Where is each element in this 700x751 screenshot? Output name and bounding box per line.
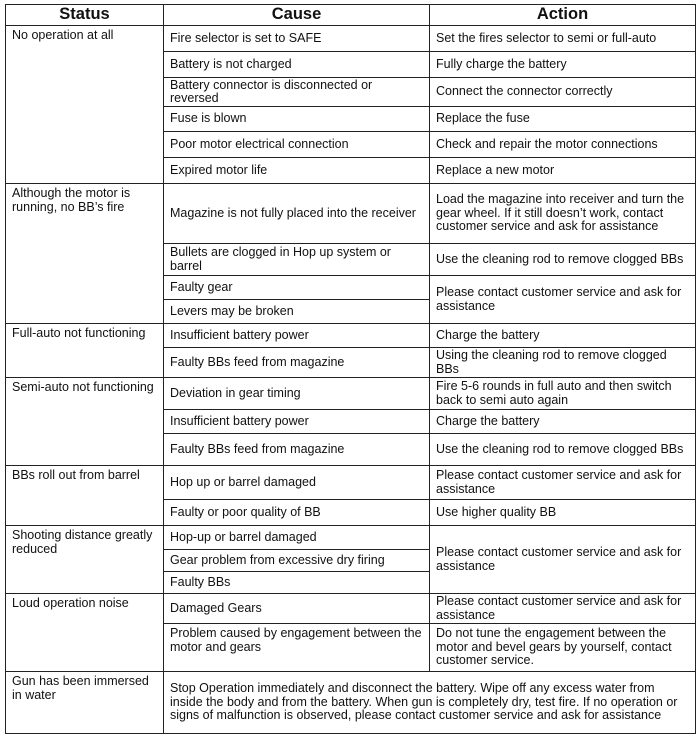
cause-cell: Damaged Gears [164,594,430,624]
table-row [6,672,696,734]
troubleshooting-table [5,4,696,734]
action-cell: Load the magazine into receiver and turn the gear wheel. If it still doesn’t work, contact customer service and ask for assistance [430,184,696,244]
cause-cell: Faulty BBs feed from magazine [164,434,430,466]
status-cell: Shooting distance greatly reduced [6,526,164,594]
cause-cell: Magazine is not fully placed into the receiver [164,184,430,244]
status-cell: Semi-auto not functioning [6,378,164,466]
action-cell: Please contact customer service and ask for assistance [430,276,696,324]
cause-cell: Hop up or barrel damaged [164,466,430,500]
action-cell: Fully charge the battery [430,52,696,78]
header-status: Status [6,5,164,26]
action-cell: Charge the battery [430,324,696,348]
merged-action-cell: Stop Operation immediately and disconnect the battery. Wipe off any excess water from inside the body and from the battery. When gun is completely dry, test fire. If no operation or signs of malfunction is observed, please contact customer service and ask for assistance [164,672,696,734]
table-row [6,526,696,550]
table-row [6,184,696,244]
table-row [6,594,696,624]
cause-cell: Insufficient battery power [164,410,430,434]
cause-cell: Expired motor life [164,158,430,184]
status-cell: Full-auto not functioning [6,324,164,378]
action-cell: Please contact customer service and ask for assistance [430,526,696,594]
cause-cell: Bullets are clogged in Hop up system or barrel [164,244,430,276]
header-cause: Cause [164,5,430,26]
cause-cell: Battery is not charged [164,52,430,78]
action-cell: Do not tune the engagement between the motor and bevel gears by yourself, contact customer service. [430,624,696,672]
cause-cell: Gear problem from excessive dry firing [164,550,430,572]
table-row [6,378,696,410]
cause-cell: Faulty BBs feed from magazine [164,348,430,378]
action-cell: Use the cleaning rod to remove clogged BBs [430,434,696,466]
action-cell: Set the fires selector to semi or full-auto [430,26,696,52]
cause-cell: Levers may be broken [164,300,430,324]
cause-cell: Battery connector is disconnected or reversed [164,78,430,107]
header-row [6,5,696,26]
status-cell: Although the motor is running, no BB’s fire [6,184,164,324]
action-cell: Please contact customer service and ask for assistance [430,594,696,624]
status-cell: Loud operation noise [6,594,164,672]
cause-cell: Faulty gear [164,276,430,300]
action-cell: Please contact customer service and ask for assistance [430,466,696,500]
cause-cell: Fuse is blown [164,107,430,132]
table-row [6,466,696,500]
table-row [6,26,696,52]
action-cell: Check and repair the motor connections [430,132,696,158]
status-cell: Gun has been immersed in water [6,672,164,734]
cause-cell: Hop-up or barrel damaged [164,526,430,550]
cause-cell: Fire selector is set to SAFE [164,26,430,52]
action-cell: Use the cleaning rod to remove clogged BBs [430,244,696,276]
action-cell: Replace the fuse [430,107,696,132]
status-cell: No operation at all [6,26,164,184]
table-row [6,324,696,348]
cause-cell: Problem caused by engagement between the motor and gears [164,624,430,672]
action-cell: Connect the connector correctly [430,78,696,107]
action-cell: Use higher quality BB [430,500,696,526]
header-action: Action [430,5,696,26]
cause-cell: Deviation in gear timing [164,378,430,410]
action-cell: Charge the battery [430,410,696,434]
cause-cell: Faulty BBs [164,572,430,594]
status-cell: BBs roll out from barrel [6,466,164,526]
cause-cell: Faulty or poor quality of BB [164,500,430,526]
action-cell: Fire 5-6 rounds in full auto and then switch back to semi auto again [430,378,696,410]
cause-cell: Insufficient battery power [164,324,430,348]
action-cell: Replace a new motor [430,158,696,184]
cause-cell: Poor motor electrical connection [164,132,430,158]
action-cell: Using the cleaning rod to remove clogged BBs [430,348,696,378]
